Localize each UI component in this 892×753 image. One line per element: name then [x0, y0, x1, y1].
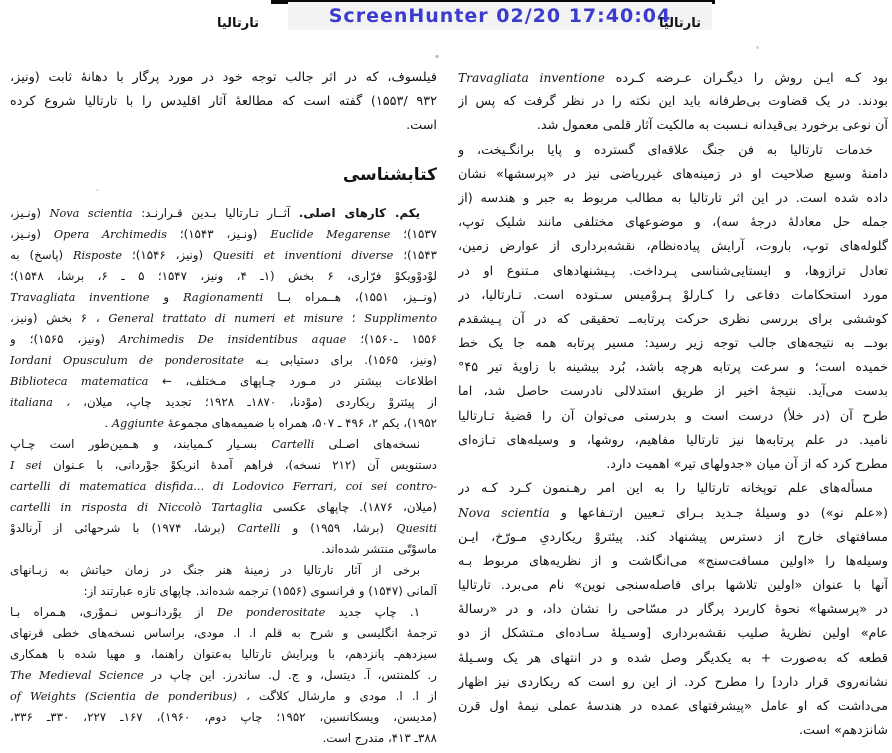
- text-line: [10, 518, 437, 539]
- text-line: [458, 235, 888, 259]
- text-run: آثــار تـارتالیا بـدین قـرارنـد:: [141, 205, 291, 220]
- latin-title-run: Risposte: [73, 247, 123, 262]
- text-line: [10, 728, 437, 749]
- text-line: [458, 308, 888, 332]
- latin-title-run: Opera Archimedis: [53, 226, 167, 241]
- text-run: (ونیز، ۱۵۴۶)؛: [132, 247, 204, 262]
- text-line: [10, 623, 437, 644]
- text-line: [458, 574, 888, 598]
- text-line: [458, 260, 888, 284]
- text-run: ترجمهٔ انگلیسی و شرح به قلم ا. ا. مودی، براساس نسخه‌های خطی قرنهای: [10, 625, 437, 640]
- text-run: (مدیسن، ویسکانسین، ۱۹۵۲؛ چاپ دوم، ۱۹۶۰)، ۱۶۷ـ ۲۲۷، ۳۳۰ـ ۳۳۶،: [10, 709, 437, 724]
- text-line: [458, 356, 888, 380]
- text-run: داده شده است. در این اثر تارتالیا به مطالب مربوط به جبر و هندسه (از: [458, 190, 888, 206]
- running-head-right: تارتالیا: [658, 16, 702, 31]
- latin-title-run: Nova scientia: [49, 205, 133, 220]
- paragraph: [10, 602, 437, 749]
- text-run: طرح آن (در خلأ) درست است و بدرستی می‌توان آن را قضیهٔ تـارتالیا: [458, 408, 888, 424]
- latin-title-run: Quesiti et inventioni diverse: [213, 247, 394, 262]
- text-line: [10, 90, 437, 114]
- text-run: بودند. در یک قضاوت بی‌طرفانه باید این نکته را در نظر گرفت که پس از: [458, 94, 888, 110]
- text-line: [10, 329, 437, 350]
- text-line: [458, 66, 888, 90]
- text-line: [458, 622, 888, 646]
- text-run: (پاسخ) به: [10, 247, 64, 262]
- screenhunter-watermark-text: ScreenHunter 02/20 17:40:04: [328, 5, 672, 27]
- text-run: (برشا، ۱۹۷۴) با شرحهائی از آرنالدوْ: [10, 520, 226, 535]
- text-line: [458, 429, 888, 453]
- text-line: [10, 581, 437, 602]
- text-run: ، ۶ بخش (ونیز،: [10, 310, 100, 325]
- latin-title-run: Travagliata inventione: [10, 289, 150, 304]
- text-line: [10, 245, 437, 266]
- text-run: مسأله‌های علم توپخانه تارتالیا را به این امر رهـنمون کـرد کـه در: [458, 481, 873, 497]
- text-line: [10, 644, 437, 665]
- paragraph: [458, 66, 888, 139]
- text-run: دستنویس آن (۲۱۲ نسخه)، فراهم آمدهٔ انریکوْ جوْردانی، با عـنوان: [53, 457, 437, 472]
- paragraph: [458, 139, 888, 478]
- text-line: [10, 224, 437, 245]
- text-run: (ونیز، ۱۵۶۵)؛ و: [10, 331, 106, 346]
- text-run: بود کـه ایـن روش را دیگـران عـرضه کـرده: [615, 71, 888, 86]
- text-run: فیلسوف، که در اثر جالب توجه خود در مورد پرگار با دهانهٔ ثابت (ونیز،: [10, 70, 437, 85]
- text-run: بودــ به نتیجه‌های جالب توجه زیر رسید: مسیر پرتابه همه جا یک خط: [458, 336, 888, 352]
- text-run: خمیده است؛ و سرعت پرتابه هرچه باشد، بُرد بیشینه با زاویهٔ تیر ۴۵°: [458, 360, 888, 376]
- text-line: [458, 719, 888, 743]
- paragraph: [10, 434, 437, 560]
- text-run: از پیئتروْ ریکاردی (موْدنا، ۱۸۷۰ـ ۱۹۲۸؛ تجدید چاپ، میلان،: [83, 394, 437, 409]
- text-run: ماسوْتّی منتشر شده‌اند.: [321, 541, 437, 556]
- text-line: [10, 287, 437, 308]
- latin-title-run: cartelli in risposta di Niccolò Tartaglia: [10, 499, 263, 514]
- text-run: برخی از آثار تارتالیا در زمینهٔ هنر جنگ در زمان حیاتش به زبـانهای: [10, 562, 420, 577]
- text-line: [458, 526, 888, 550]
- text-line: [458, 550, 888, 574]
- latin-title-run: Archimedis De insidentibus aquae: [119, 331, 347, 346]
- text-run: وسیله‌ها را «اولین مسافت‌سنج» می‌انگاشت و از نظریه‌های مربوط بـه: [458, 553, 888, 569]
- text-line: [458, 501, 888, 525]
- text-run: مسافتهای خارج از دسترس پیشنهاد کند. پیئتروْ ریکاردیِ مـورّخ، ایـن: [458, 529, 888, 545]
- text-line: [458, 187, 888, 211]
- text-line: [10, 266, 437, 287]
- text-line: [10, 476, 437, 497]
- text-run: نامید. در علم پرتابه‌ها نیز تارتالیا مفاهیم، روشها، و وسیله‌های تـازه‌ای: [458, 432, 888, 448]
- latin-title-run: Quesiti: [396, 520, 437, 535]
- text-line: [10, 114, 437, 138]
- latin-title-run: Cartelli: [271, 436, 315, 451]
- right-column: [458, 66, 888, 743]
- text-run: ؛: [351, 310, 356, 325]
- text-run: ۳۸۸ـ ۴۱۳، مندرج است.: [322, 730, 437, 745]
- text-run: بدست می‌آید. نتیجهٔ اخیر از طریق استدلالی نادرست حاصل شد، اما: [458, 384, 888, 400]
- text-line: [458, 211, 888, 235]
- text-line: [10, 203, 437, 224]
- text-run: (برشا، ۱۹۵۹) و: [292, 520, 385, 535]
- text-line: [10, 707, 437, 728]
- latin-title-run: General trattato di numeri et misure: [108, 310, 344, 325]
- text-line: [10, 434, 437, 455]
- text-line: [458, 405, 888, 429]
- text-run: تعادل ترازوها، و ایستایی‌شناسی پـرداخت. پـیشنهادهای مـتنوع او در: [458, 263, 888, 279]
- text-run: اطلاعات بیشتر در مـورد چـاپهای مـختلف، ←: [162, 373, 437, 388]
- text-run: مطرح کرد که از آن میان «جدولهای تیر» اهمیت دارد.: [606, 457, 888, 472]
- text-run: ۹۳۲ /۱۵۵۳) گفته است که مطالعهٔ آثار اقلیدس را با تارتالیا شروع کرده: [10, 94, 437, 110]
- text-run: بسـیار کـمیابند، و هـمین‌طور است چـاپ: [10, 436, 258, 451]
- text-run: (ونـیز،: [10, 205, 41, 220]
- latin-title-run: Supplimento: [364, 310, 437, 325]
- text-run: از یوْردانـوس نـموْری، هـمراه بـا: [10, 604, 204, 619]
- intro-continuation-paragraph: [10, 66, 437, 139]
- text-run: ر. کلمنتس، آ. دیتسل، و ج. ل. ساندرز. این چاپ در: [151, 667, 437, 682]
- text-run: جمله حل معادلهٔ درجهٔ سه)، و موضوعهای مختلفی مانند شلیک توپ،: [458, 215, 888, 231]
- left-column: [10, 66, 437, 749]
- text-run: دامنهٔ وسیع صلاحیت او در زمینه‌های غیرریاضی نیز در «پرسشها» نشان: [458, 166, 888, 182]
- latin-title-run: Iordani Opusculum de ponderositate: [10, 352, 244, 367]
- text-run: آلمانی (۱۵۴۷) و فرانسوی (۱۵۵۶) ترجمه شده‌اند. چاپهای تازه عبارتند از:: [83, 583, 437, 598]
- scan-artifact-speck: [435, 55, 439, 58]
- text-run: از ا. ا. مودی و مارشال کلاگت: [258, 688, 437, 703]
- text-run: (ونـیز،: [10, 226, 41, 241]
- text-run: ۱۵۳۷)؛: [403, 226, 437, 241]
- text-line: [458, 477, 888, 501]
- paragraph: [458, 477, 888, 743]
- text-run: آن نوعی برخورد بی‌قیدانه نـسبت به مالکیت آثار قلمی معمول شد.: [536, 118, 888, 134]
- text-run: کوششی برای بررسی نظری حرکت پرتابه‌ــ تحقیقی که در آن پـیشقدم: [458, 311, 888, 327]
- text-line: [458, 90, 888, 114]
- text-run: نشانه‌روی قرار دارد] را مطرح کرد. از این رو است که ریکاردی نیز اظهار: [458, 674, 888, 690]
- text-line: [458, 695, 888, 719]
- text-run: خدمات تارتالیا به فن جنگ علاقه‌ای گسترده و پایا برانگـیخت، و: [458, 142, 873, 158]
- text-line: [10, 392, 437, 413]
- text-run: (ونیز، ۱۵۶۵). برای دستیابی بـه: [255, 352, 437, 367]
- text-run: لوْدوْویکوْ فرّاری، ۶ بخش (۱ـ ۴، ونیز، ۱۵۴۷؛ ۵ ـ ۶، برشا، ۱۵۴۸)؛: [10, 268, 437, 283]
- text-line: [10, 602, 437, 623]
- text-line: [458, 163, 888, 187]
- text-run: ۱۵۴۳)؛: [403, 247, 437, 262]
- text-run: مورد استحکامات دفاعی را کـارلوْ پـروْمیس سـتوده است. تـارتالیا، در: [458, 287, 888, 303]
- text-run: سیزدهم‌ـ پانزدهم، با ویرایش تارتالیا به‌عنوان راهنما، و مهیا شده با همکاری: [10, 646, 437, 661]
- paragraph: [10, 560, 437, 602]
- text-run: می‌داشت که او عامل «پیشرفتهای عمده در هندسهٔ عملی نیمهٔ اول قرن: [458, 698, 888, 714]
- scan-artifact-speck: [756, 46, 759, 49]
- text-line: [10, 350, 437, 371]
- text-line: [10, 560, 437, 581]
- text-run: در «پرسشها» نحوهٔ کاربرد پرگار در مسّاحی را نشان داد، و در «رسالهٔ: [458, 602, 888, 618]
- text-run: قطعه که به‌صورت + به یکدیگر وصل شده و در انتهای هر یک وسـیلهٔ: [458, 650, 888, 666]
- text-run: ۱۵۵۶ ـ۱۵۶۰)؛: [360, 331, 437, 346]
- scan-artifact-speck: [96, 189, 99, 191]
- text-line: [458, 114, 888, 138]
- text-run: نسخه‌های اصـلی: [328, 436, 421, 451]
- text-run: گلوله‌های توپ، باروت، آرایش پیاده‌نظام، نقشه‌برداری از عوارض زمین،: [458, 239, 888, 255]
- text-line: [10, 371, 437, 392]
- text-run: آنها با عنوان «اولین تلاشها برای فاصله‌سنجی نوین» نام می‌برد. تارتالیا: [458, 577, 888, 593]
- text-run: شانزدهم» است.: [798, 723, 888, 739]
- text-line: [10, 497, 437, 518]
- latin-title-run: italiana ،: [10, 394, 70, 409]
- text-run: ۱. چاپ جدید: [338, 604, 421, 619]
- latin-title-run: Biblioteca matematica: [10, 373, 149, 388]
- latin-title-run: Cartelli: [237, 520, 281, 535]
- text-run: است.: [406, 118, 437, 134]
- latin-title-run: Nova scientia: [458, 506, 550, 521]
- latin-title-run: I sei: [10, 457, 42, 472]
- text-line: [458, 380, 888, 404]
- text-line: [458, 284, 888, 308]
- text-line: [458, 453, 888, 477]
- latin-title-run: cartelli di matematica disfida... di Lodovico Ferrari, coi sei contro-: [10, 478, 437, 493]
- text-line: [10, 66, 437, 90]
- latin-title-run: Aggiunte: [111, 415, 164, 430]
- text-run: (میلان، ۱۸۷۶). چاپهای عکسی: [272, 499, 437, 514]
- text-run: و: [163, 289, 170, 304]
- text-line: [458, 332, 888, 356]
- text-run: (ونــیز، ۱۵۵۱)، هــمراه بــا: [277, 289, 437, 304]
- text-line: [10, 539, 437, 560]
- latin-title-run: Travagliata inventione: [458, 71, 605, 85]
- text-line: [10, 455, 437, 476]
- two-column-text-block: [10, 66, 888, 749]
- text-run: («علم نو») دو وسیلهٔ جـدید بـرای تـعیین ارتـفاعها و: [560, 506, 888, 522]
- text-run: عام» اولین نظریهٔ صلیب نقشه‌برداری [وسـیلهٔ سـاده‌ای مـتشکل از دو: [458, 626, 888, 642]
- text-line: [10, 308, 437, 329]
- text-run: (ونـیز، ۱۵۴۳)؛: [179, 226, 258, 241]
- bibliography-section-heading: کتابشناسی: [342, 164, 437, 185]
- latin-title-run: Euclide Megarense: [270, 226, 391, 241]
- latin-title-run: of Weights (Scientia de ponderibus) ،: [10, 688, 250, 703]
- text-line: [10, 665, 437, 686]
- text-run: .: [104, 415, 109, 430]
- latin-title-run: De ponderositate: [217, 604, 326, 619]
- running-head-left: تارتالیا: [216, 16, 260, 31]
- paragraph: [10, 203, 437, 434]
- text-line: [458, 139, 888, 163]
- latin-title-run: Ragionamenti: [183, 289, 264, 304]
- text-line: [10, 686, 437, 707]
- text-line: [458, 671, 888, 695]
- text-line: [458, 598, 888, 622]
- latin-title-run: The Medieval Science: [10, 667, 144, 682]
- text-run: یکم. کارهای اصلی.: [298, 205, 421, 220]
- text-line: [10, 413, 437, 434]
- bibliography-paragraphs: [10, 203, 437, 749]
- paragraph: [10, 66, 437, 139]
- text-run: ۱۹۵۲)، یکم ۲، ۴۹۶ ـ ۵۰۷، همراه با ضمیمه‌های مجموعهٔ: [167, 415, 437, 430]
- text-line: [458, 647, 888, 671]
